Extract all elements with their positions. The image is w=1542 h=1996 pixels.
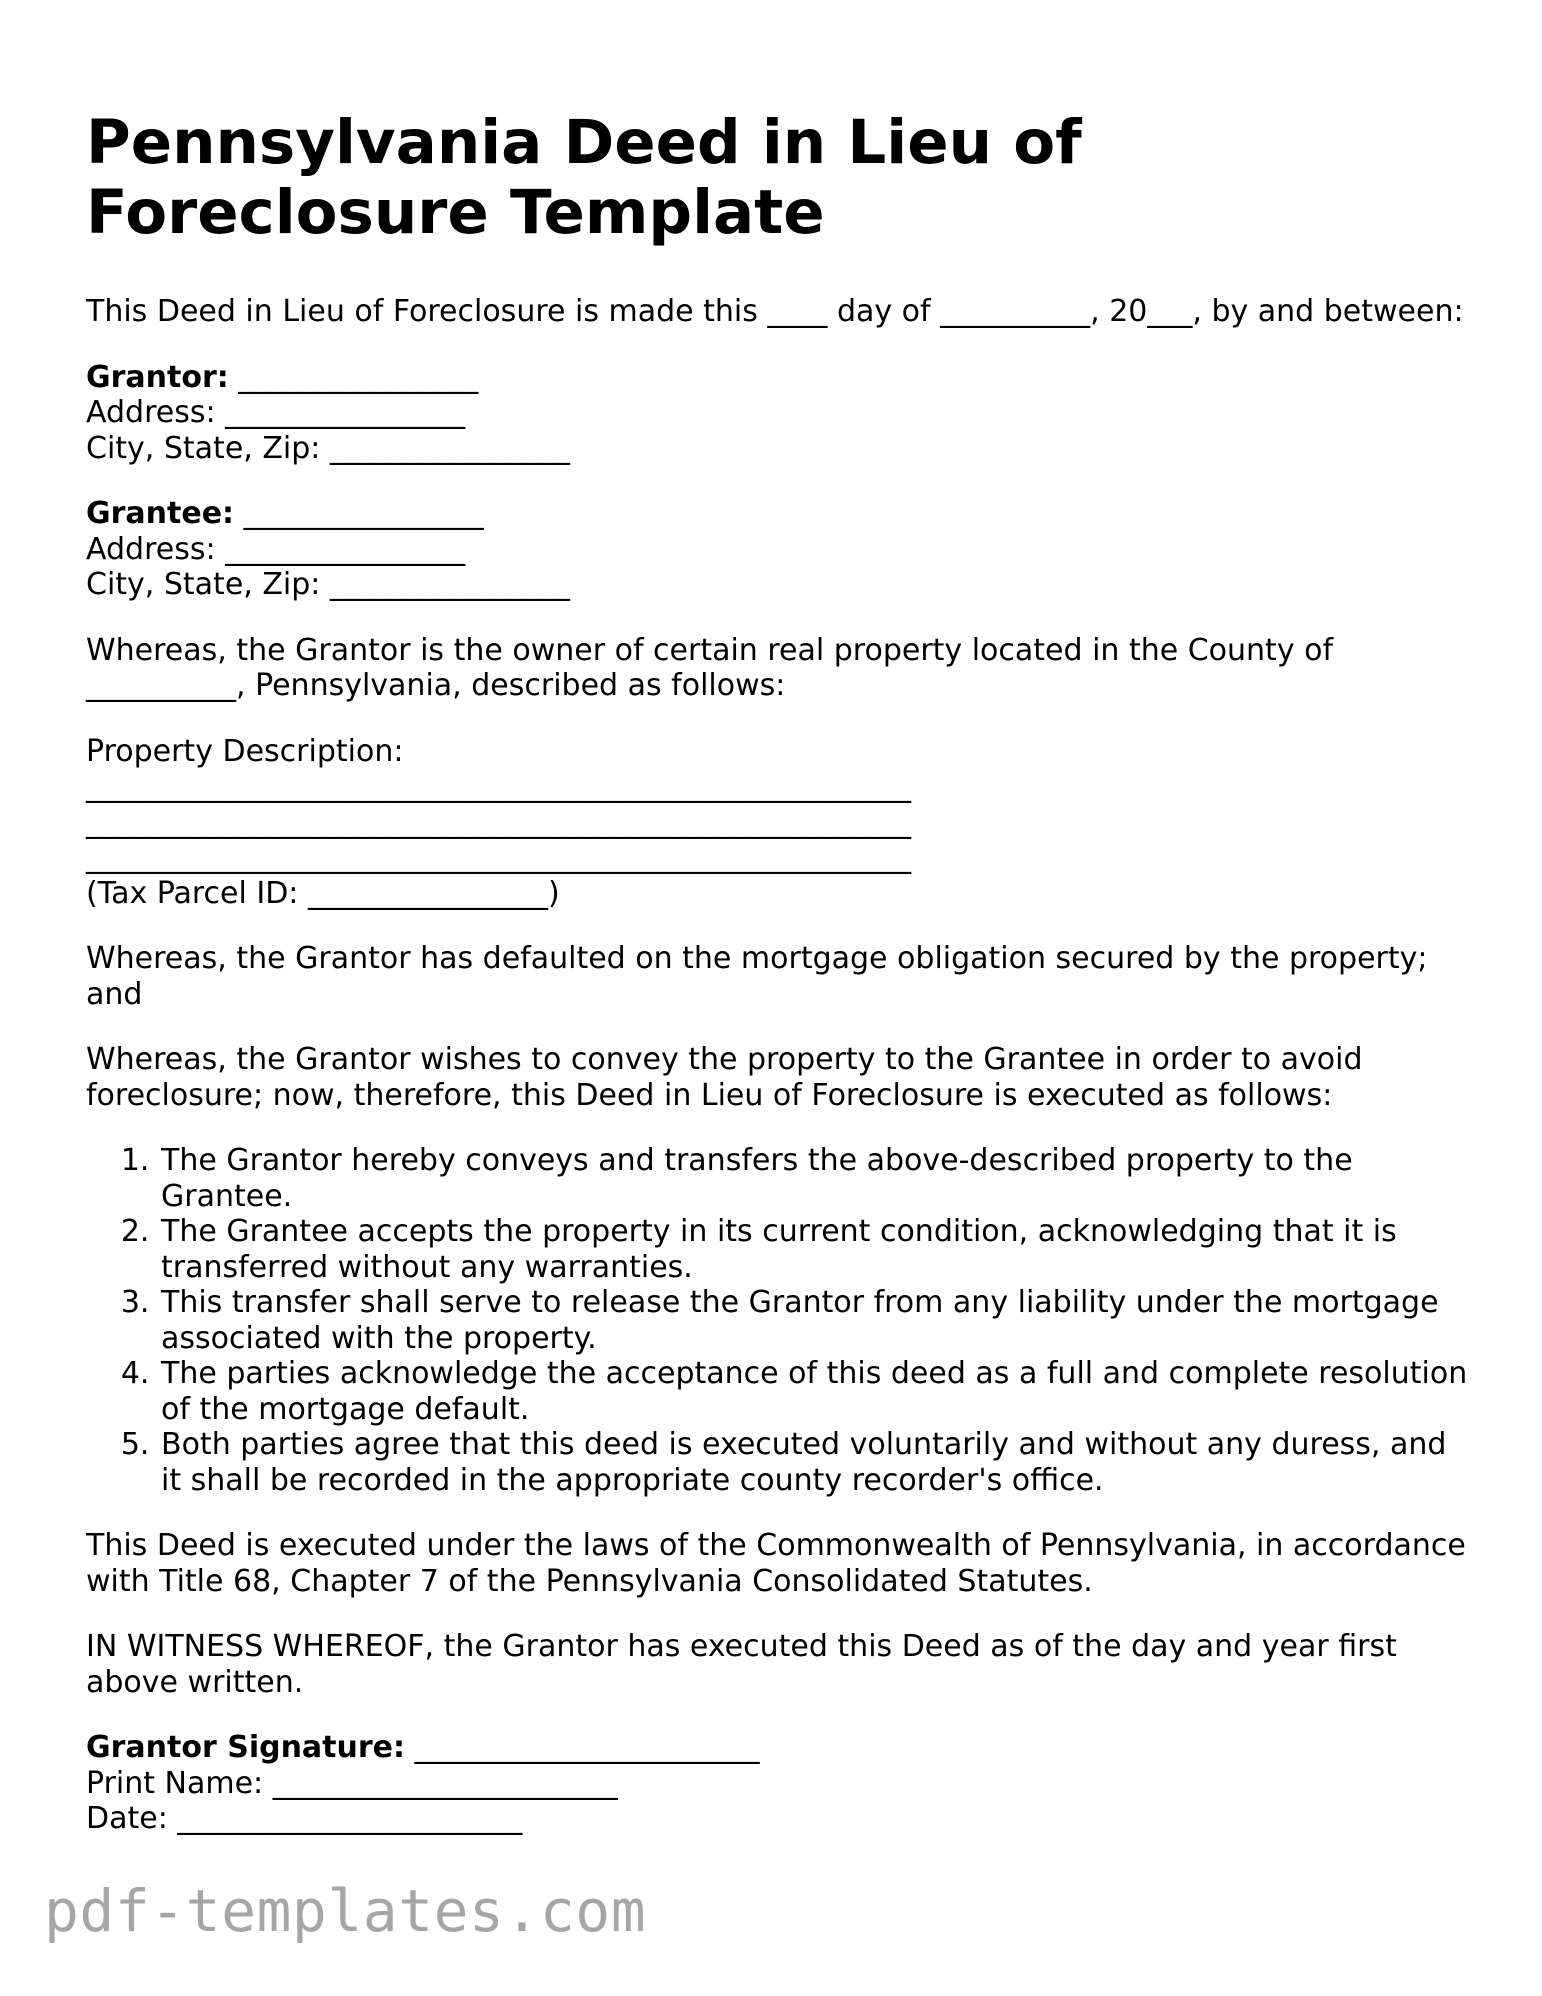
signature-block	[86, 1730, 1476, 1837]
watermark-text: pdf-templates.com	[44, 1877, 647, 1945]
grantee-name-blank: ________________	[234, 496, 484, 531]
property-line-1: _______________________________________________________	[86, 769, 911, 804]
property-block	[86, 734, 1476, 912]
grantee-city: City, State, Zip: ________________	[86, 567, 570, 602]
grantor-block	[86, 360, 1476, 467]
grantor-label: Grantor:	[86, 359, 229, 395]
grantee-label: Grantee:	[86, 496, 235, 531]
print-name-field: Print Name: _______________________	[86, 1765, 618, 1801]
whereas-convey-paragraph: Whereas, the Grantor wishes to convey the property to the Grantee in order to avoid foreclosure; now, therefore, this Deed in Lieu of Foreclosure is executed as follows:	[86, 1042, 1363, 1113]
whereas-default-paragraph: Whereas, the Grantor has defaulted on the mortgage obligation secured by the property; and	[86, 941, 1428, 1012]
grantor-address: Address: ________________	[86, 395, 466, 430]
signature-blank: _______________________	[405, 1730, 760, 1765]
list-item: 2. The Grantee accepts the property in its current condition, acknowledging that it is transferred without any warranties.	[159, 1214, 1476, 1285]
document-page	[86, 108, 1476, 1837]
list-item: 3. This transfer shall serve to release the Grantor from any liability under the mortgage associated with the property.	[159, 1285, 1476, 1356]
property-label: Property Description:	[86, 733, 404, 769]
title-line-1: Pennsylvania Deed in Lieu of	[86, 107, 1082, 178]
list-item: 5. Both parties agree that this deed is executed voluntarily and without any duress, and it shall be recorded in the appropriate county recorder's office.	[159, 1427, 1476, 1498]
property-line-2: _______________________________________________________	[86, 804, 911, 840]
intro-paragraph: This Deed in Lieu of Foreclosure is made this ____ day of __________, 20___, by and between:	[86, 294, 1464, 329]
list-item: 1. The Grantor hereby conveys and transfers the above-described property to the Grantee.	[159, 1143, 1476, 1214]
witness-paragraph: IN WITNESS WHEREOF, the Grantor has executed this Deed as of the day and year first above written.	[86, 1629, 1397, 1700]
grantee-address: Address: ________________	[86, 531, 466, 567]
grantee-block	[86, 496, 1476, 603]
date-field: Date: _______________________	[86, 1801, 523, 1836]
whereas-owner-paragraph: Whereas, the Grantor is the owner of certain real property located in the County of __________, Pennsylvania, described as follows:	[86, 632, 1334, 703]
title-line-2: Foreclosure Template	[86, 177, 825, 248]
terms-list	[86, 1143, 1476, 1498]
list-item: 4. The parties acknowledge the acceptance of this deed as a full and complete resolution of the mortgage default.	[159, 1356, 1476, 1427]
page-title	[86, 108, 1476, 248]
grantor-city: City, State, Zip: ________________	[86, 430, 570, 466]
grantor-name-blank: ________________	[228, 359, 479, 395]
laws-paragraph: This Deed is executed under the laws of the Commonwealth of Pennsylvania, in accordance with Title 68, Chapter 7 of the Pennsylvania Consolidated Statutes.	[86, 1528, 1466, 1599]
tax-parcel-id: (Tax Parcel ID: ________________)	[86, 875, 560, 911]
signature-label: Grantor Signature:	[86, 1730, 406, 1765]
property-line-3: _______________________________________________________	[86, 840, 911, 875]
